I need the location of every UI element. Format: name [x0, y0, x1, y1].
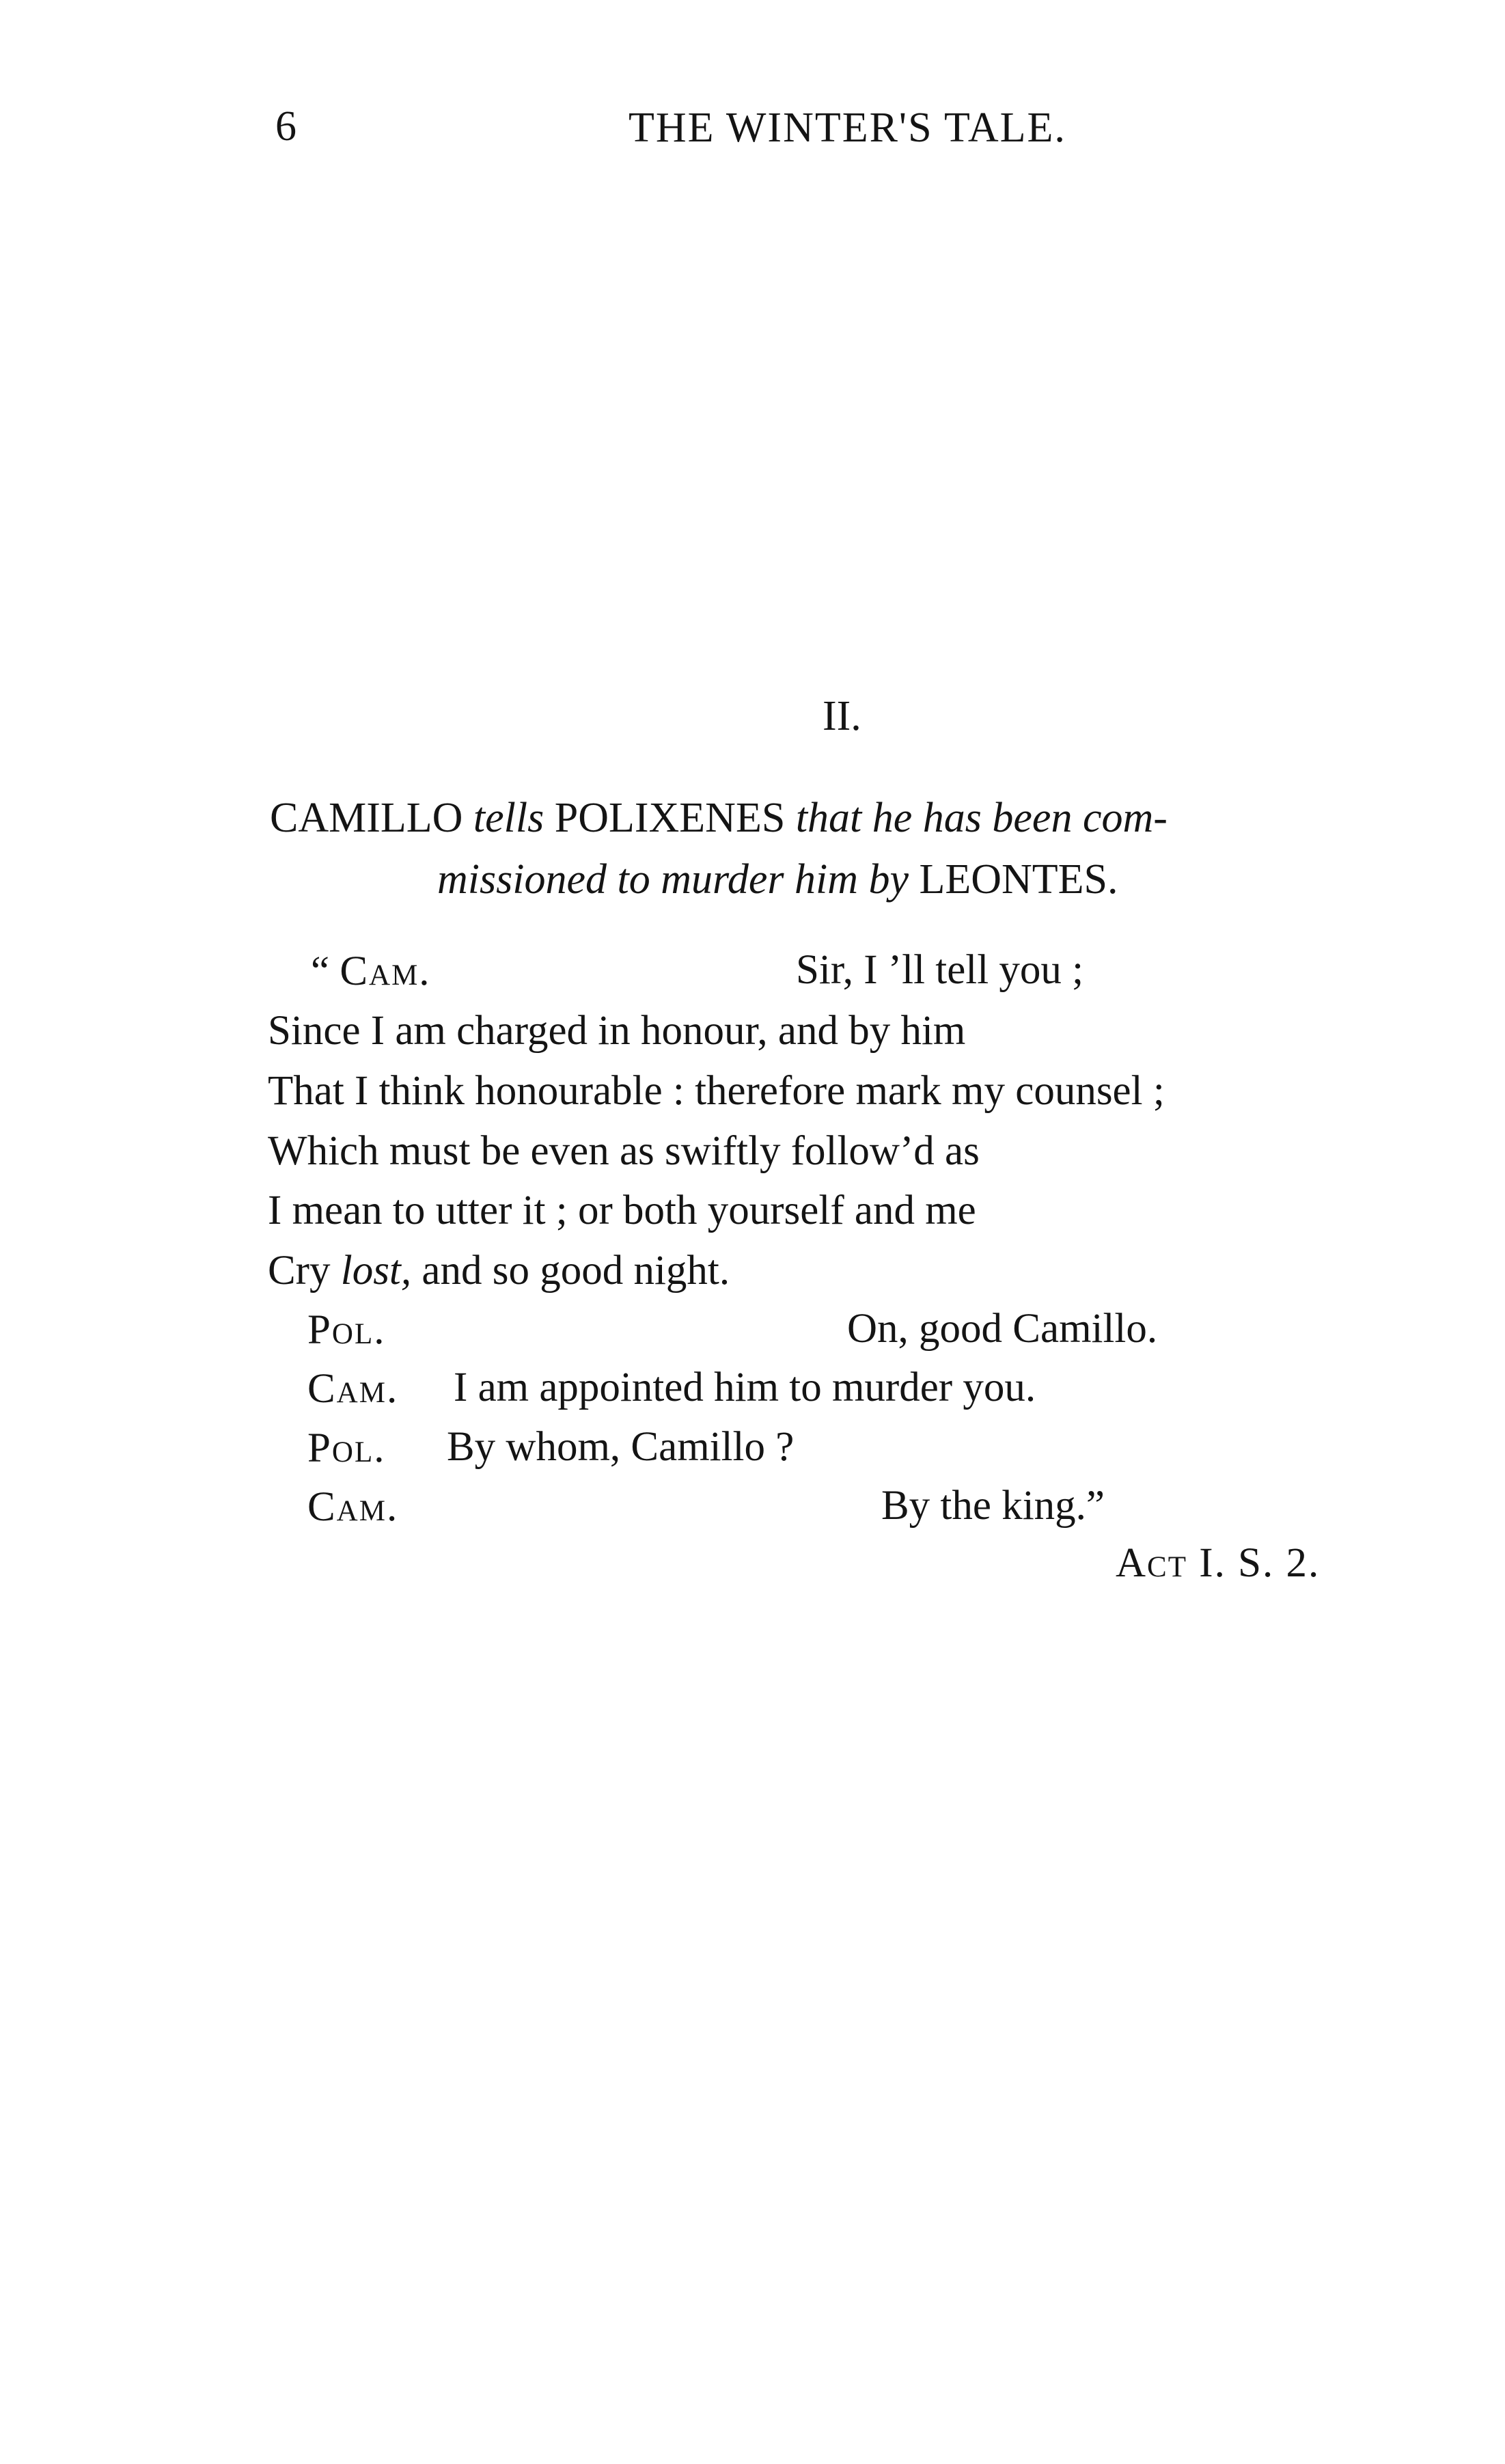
- quote-line-6: [268, 1247, 730, 1295]
- quote-line-1-speaker: [311, 948, 431, 996]
- open-quote-mark: “: [311, 948, 330, 994]
- quote-line-3: That I think honourable : therefore mark my counsel ;: [268, 1068, 1165, 1114]
- quote-line-10-text: By the king.”: [881, 1483, 1105, 1529]
- running-title: THE WINTER'S TALE.: [629, 105, 1066, 151]
- section-number: II.: [823, 693, 861, 739]
- quote-line-4: Which must be even as swiftly follow’d as: [268, 1128, 980, 1174]
- page-number: 6: [275, 103, 298, 150]
- quote-line-7-text: On, good Camillo.: [847, 1306, 1158, 1352]
- quote-line-2: Since I am charged in honour, and by him: [268, 1008, 966, 1054]
- summary-italic: missioned to murder him by: [437, 856, 909, 903]
- quote-line-1-text: Sir, I ’ll tell you ;: [796, 947, 1084, 993]
- line-6-italic: lost,: [340, 1248, 412, 1293]
- summary-name-leontes: LEONTES.: [919, 856, 1118, 903]
- quote-line-8-speaker: Cam.: [307, 1366, 399, 1412]
- line-6-pre: Cry: [268, 1248, 331, 1293]
- section-summary-line-2: [437, 855, 1118, 904]
- section-summary-line-1: [270, 794, 1168, 843]
- speaker-label: Cam.: [340, 948, 431, 994]
- quote-line-7-speaker: Pol.: [307, 1307, 386, 1353]
- quote-line-9-speaker: Pol.: [307, 1425, 386, 1471]
- quote-line-10-speaker: Cam.: [307, 1484, 399, 1530]
- quote-line-9-text: By whom, Camillo ?: [447, 1424, 795, 1470]
- act-scene-citation: Act I. S. 2.: [1116, 1540, 1321, 1586]
- summary-name-polixenes: POLIXENES: [554, 795, 786, 841]
- line-6-post: and so good night.: [422, 1248, 730, 1293]
- quote-line-5: I mean to utter it ; or both yourself and me: [268, 1188, 976, 1233]
- quote-line-8-text: I am appointed him to murder you.: [454, 1365, 1036, 1410]
- summary-rest: that he has been com-: [795, 795, 1168, 841]
- summary-verb: tells: [473, 795, 544, 841]
- summary-name-camillo: CAMILLO: [270, 795, 463, 841]
